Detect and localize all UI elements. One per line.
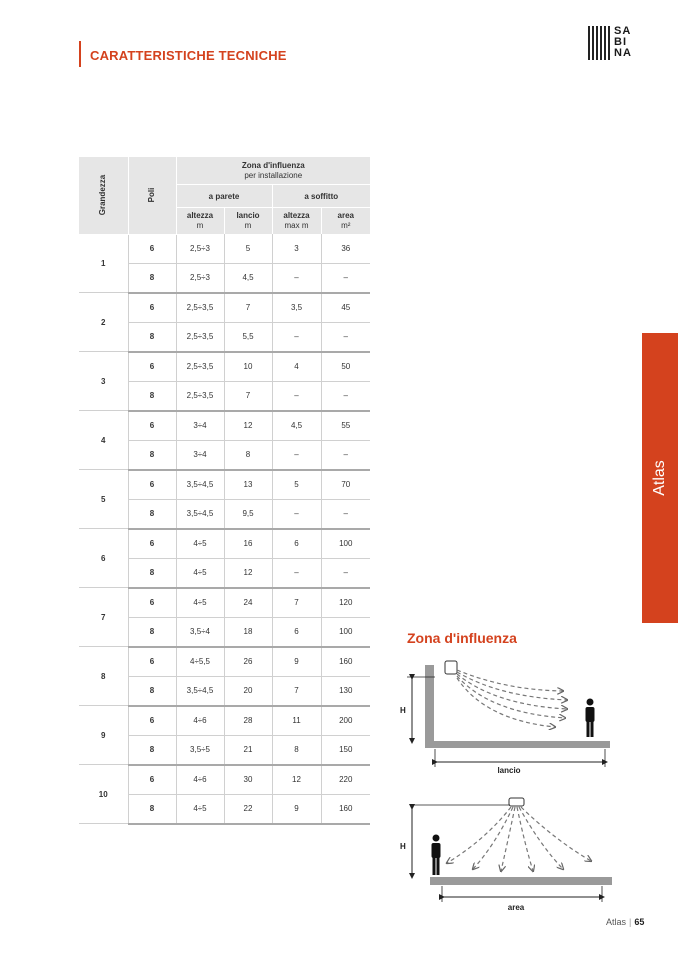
value-cell: 160 [321,794,370,824]
value-cell: 2,5÷3,5 [176,352,224,382]
poles-cell: 8 [128,381,176,411]
value-cell: 3,5÷4,5 [176,676,224,706]
value-cell: 3,5÷4 [176,617,224,647]
value-cell: 9 [272,794,321,824]
value-cell: 100 [321,529,370,559]
table-row [79,293,370,323]
value-cell: 4,5 [224,263,272,293]
influence-zone-diagram [395,655,620,920]
header-col-area: area m² [321,208,370,235]
poles-cell: 8 [128,499,176,529]
value-cell: 4 [272,352,321,382]
value-cell: 55 [321,411,370,441]
value-cell: 45 [321,293,370,323]
value-cell: 2,5÷3 [176,263,224,293]
logo-pattern [588,26,610,60]
value-cell: 5 [224,234,272,263]
value-cell: 130 [321,676,370,706]
value-cell: 6 [272,617,321,647]
value-cell: 3,5÷5 [176,735,224,765]
value-cell: – [321,263,370,293]
value-cell: 18 [224,617,272,647]
value-cell: 21 [224,735,272,765]
section-title: CARATTERISTICHE TECNICHE [90,48,287,63]
value-cell: 4,5 [272,411,321,441]
value-cell: 22 [224,794,272,824]
header-ceiling: a soffitto [272,185,370,208]
poles-cell: 8 [128,440,176,470]
value-cell: 8 [224,440,272,470]
value-cell: – [272,263,321,293]
value-cell: 9,5 [224,499,272,529]
value-cell: 100 [321,617,370,647]
side-tab-atlas [642,333,678,623]
table-row [79,765,370,795]
value-cell: 11 [272,706,321,736]
wall-airflow-lines [457,670,567,727]
value-cell: 4÷6 [176,765,224,795]
value-cell: – [272,558,321,588]
size-cell: 7 [79,588,128,647]
table-row [79,588,370,618]
value-cell: – [272,440,321,470]
logo-letters: SA BI NA [614,25,632,59]
value-cell: 3÷4 [176,411,224,441]
value-cell: 26 [224,647,272,677]
value-cell: 2,5÷3,5 [176,293,224,323]
poles-cell: 6 [128,293,176,323]
page-footer: Atlas | 65 [606,917,645,927]
value-cell: 30 [224,765,272,795]
value-cell: 3÷4 [176,440,224,470]
poles-cell: 8 [128,322,176,352]
person-icon-ceiling [432,835,441,876]
value-cell: 13 [224,470,272,500]
ceiling-unit-icon [509,798,524,806]
wall-height-label: H [400,706,406,715]
size-cell: 2 [79,293,128,352]
sabiana-logo [588,26,650,62]
poles-cell: 6 [128,234,176,263]
value-cell: 6 [272,529,321,559]
table-row [79,470,370,500]
value-cell: 4÷5 [176,794,224,824]
table-row [79,647,370,677]
value-cell: 5 [272,470,321,500]
value-cell: 220 [321,765,370,795]
table-body [79,234,370,824]
poles-cell: 8 [128,735,176,765]
poles-cell: 6 [128,411,176,441]
header-zone-sub: per installazione [244,170,303,180]
poles-cell: 6 [128,529,176,559]
poles-cell: 8 [128,558,176,588]
value-cell: 7 [224,381,272,411]
wall-installation-diagram [400,661,610,775]
wall-unit-icon [445,661,457,674]
floor [425,741,610,748]
value-cell: 120 [321,588,370,618]
value-cell: – [321,322,370,352]
ceiling-height-label: H [400,842,406,851]
value-cell: 4÷6 [176,706,224,736]
value-cell: 28 [224,706,272,736]
header-col-max-height: altezza max m [272,208,321,235]
value-cell: 200 [321,706,370,736]
technical-specs-table [79,157,370,825]
poles-cell: 6 [128,706,176,736]
table-row [79,234,370,263]
size-cell: 3 [79,352,128,411]
side-tab-label: Atlas [651,460,668,496]
table-row [79,706,370,736]
poles-cell: 6 [128,588,176,618]
value-cell: 150 [321,735,370,765]
size-cell: 4 [79,411,128,470]
value-cell: 10 [224,352,272,382]
size-cell: 9 [79,706,128,765]
value-cell: – [321,558,370,588]
table-row [79,529,370,559]
value-cell: 36 [321,234,370,263]
header-poles: Poli [128,157,176,234]
value-cell: – [272,381,321,411]
header-size: Grandezza [79,157,128,234]
value-cell: 20 [224,676,272,706]
poles-cell: 6 [128,765,176,795]
value-cell: 7 [224,293,272,323]
value-cell: – [272,322,321,352]
size-cell: 6 [79,529,128,588]
person-icon-wall [586,699,595,738]
area-label: area [507,903,525,912]
throw-label: lancio [497,766,521,775]
poles-cell: 8 [128,676,176,706]
value-cell: 12 [224,411,272,441]
size-cell: 1 [79,234,128,293]
value-cell: 3,5 [272,293,321,323]
value-cell: 24 [224,588,272,618]
value-cell: 3,5÷4,5 [176,499,224,529]
value-cell: 4÷5 [176,588,224,618]
value-cell: – [321,499,370,529]
size-cell: 10 [79,765,128,824]
size-cell: 5 [79,470,128,529]
header-wall: a parete [176,185,272,208]
poles-cell: 8 [128,617,176,647]
value-cell: 160 [321,647,370,677]
value-cell: 2,5÷3 [176,234,224,263]
poles-cell: 6 [128,352,176,382]
title-accent-bar [79,41,81,67]
diagram-title: Zona d'influenza [407,630,517,646]
value-cell: 4÷5,5 [176,647,224,677]
value-cell: 2,5÷3,5 [176,381,224,411]
poles-cell: 8 [128,263,176,293]
table-row [79,352,370,382]
poles-cell: 6 [128,470,176,500]
value-cell: – [321,440,370,470]
header-col-height: altezza m [176,208,224,235]
value-cell: 5,5 [224,322,272,352]
header-zone: Zona d'influenza per installazione [176,157,370,185]
floor-ceiling-diagram [430,877,612,885]
value-cell: 7 [272,588,321,618]
poles-cell: 8 [128,794,176,824]
page-number: 65 [634,917,645,927]
value-cell: 4÷5 [176,558,224,588]
value-cell: 3 [272,234,321,263]
poles-cell: 6 [128,647,176,677]
header-col-throw: lancio m [224,208,272,235]
value-cell: 16 [224,529,272,559]
value-cell: 50 [321,352,370,382]
value-cell: 9 [272,647,321,677]
value-cell: 2,5÷3,5 [176,322,224,352]
value-cell: 12 [272,765,321,795]
size-cell: 8 [79,647,128,706]
value-cell: 7 [272,676,321,706]
value-cell: 3,5÷4,5 [176,470,224,500]
ceiling-installation-diagram [400,798,612,912]
value-cell: 4÷5 [176,529,224,559]
value-cell: 70 [321,470,370,500]
table-row [79,411,370,441]
value-cell: 8 [272,735,321,765]
footer-label: Atlas [606,917,627,927]
value-cell: – [272,499,321,529]
value-cell: – [321,381,370,411]
value-cell: 12 [224,558,272,588]
ceiling-airflow-lines [447,807,591,871]
